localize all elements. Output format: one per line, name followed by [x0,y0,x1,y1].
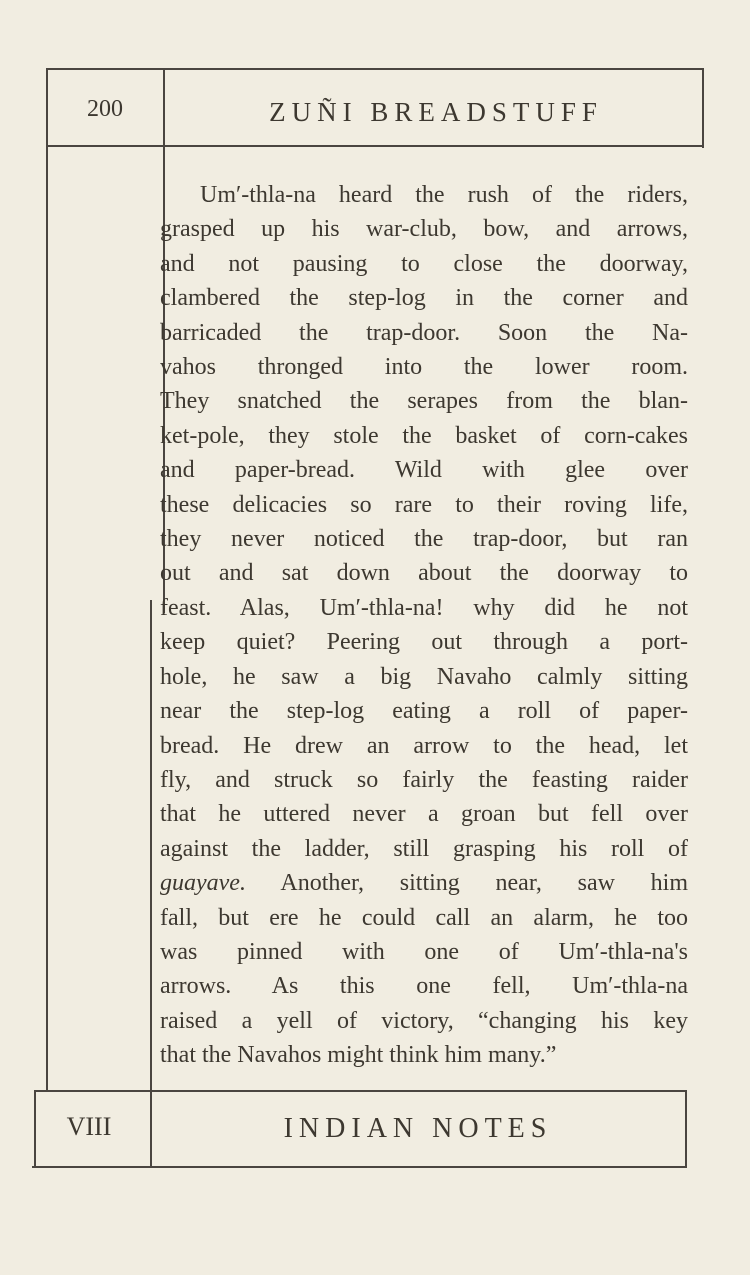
footer-left-rule [34,1090,36,1168]
text-line [160,866,688,900]
body-paragraph [160,178,688,1073]
text-line: fall, but ere he could call an alarm, he too [160,904,688,931]
inner-left-rule-lower [150,600,152,1168]
page-number: 200 [87,96,123,122]
running-head: ZUÑI BREADSTUFF [269,97,603,127]
footer-top-rule [34,1090,686,1092]
text-line: clambered the step-log in the corner and [160,285,688,312]
text-line: and not pausing to close the doorway, [160,250,688,277]
text-line: they never noticed the trap-door, but ran [160,526,688,553]
text-line: barricaded the trap-door. Soon the Na- [160,319,688,346]
text-line: that he uttered never a groan but fell over [160,801,688,828]
header-bottom-rule [46,145,704,147]
text-line: arrows. As this one fell, Um′-thla-na [160,973,688,1000]
text-line: They snatched the serapes from the blan- [160,388,688,415]
text-line: raised a yell of victory, “changing his key [160,1007,688,1034]
text-line: that the Navahos might think him many.” [160,1042,557,1069]
italic-word: guayave. [160,870,246,897]
text-line: was pinned with one of Um′-thla-na's [160,938,688,965]
footer-title: INDIAN NOTES [283,1113,553,1144]
text-line: out and sat down about the doorway to [160,560,688,587]
text-line: grasped up his war-club, bow, and arrows, [160,216,688,243]
text-line: keep quiet? Peering out through a port- [160,629,688,656]
text-line: bread. He drew an arrow to the head, let [160,732,688,759]
text-line: Um′-thla-na heard the rush of the riders, [200,182,688,208]
text-line: fly, and struck so fairly the feasting raider [160,766,688,793]
text-line: vahos thronged into the lower room. [160,354,688,381]
text-line: hole, he saw a big Navaho calmly sitting [160,663,688,690]
text-line: ket-pole, they stole the basket of corn-cakes [160,422,688,449]
text-line: and paper-bread. Wild with glee over [160,457,688,484]
text-line: near the step-log eating a roll of paper- [160,698,688,725]
text-line: feast. Alas, Um′-thla-na! why did he not [160,594,688,621]
top-rule [46,68,704,70]
outer-left-rule [46,68,48,1090]
text-line: against the ladder, still grasping his roll of [160,835,688,862]
text-line-remainder: Another, sitting near, saw him [245,870,688,897]
section-number: VIII [66,1112,112,1141]
text-line: these delicacies so rare to their roving life, [160,491,688,518]
bottom-rule [32,1166,687,1168]
